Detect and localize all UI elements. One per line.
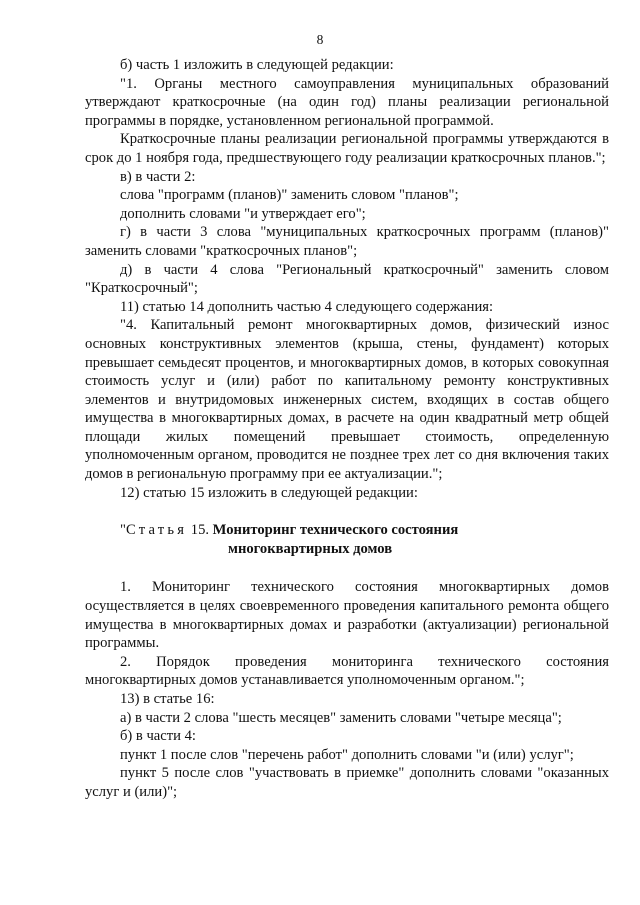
- paragraph-12-article15: 12) статью 15 изложить в следующей редакции:: [120, 484, 418, 501]
- article-word: Статья: [125, 522, 188, 539]
- paragraph-point1: пункт 1 после слов "перечень работ" дополнить словами "и (или) услуг";: [120, 746, 574, 763]
- paragraph-words-programs: слова "программ (планов)" заменить словом "планов";: [120, 187, 459, 204]
- paragraph-b-part4: б) в части 4:: [120, 728, 196, 745]
- paragraph-monitoring-1: 1. Мониторинг технического состояния многоквартирных домов осуществляется в целях своевременного проведения капитального ремонта общего имущества в многоквартирных домах и разработки (актуализации) региональной программы.: [85, 579, 609, 652]
- paragraph-b-part1: б) часть 1 изложить в следующей редакции:: [120, 57, 394, 73]
- page-number: 8: [316, 32, 324, 47]
- paragraph-quote-4-capital-repair: "4. Капитальный ремонт многоквартирных домов, физический износ основных конструктивных элементов (крыша, стены, фундамент) которых превышает семьдесят процентов, и многоквартирных домов, в которых совокупная стоимость услуг и (или) работ по капитальному ремонту конструктивных элементов и внутридомовых инженерных систем, входящих в состав общего имущества в многоквартирных домах, в расчете на один квадратный метр общей площади жилых помещений превышает стоимость, определенную уполномоченным органом, проводится не позднее трех лет со дня включения таких домов в региональную программу при ее актуализации.";: [85, 317, 609, 483]
- article-title-line2: многоквартирных домов: [228, 540, 393, 557]
- paragraph-13-article16: 13) в статье 16:: [120, 691, 215, 707]
- paragraph-add-words: дополнить словами "и утверждает его";: [120, 205, 366, 222]
- article-15-heading: [85, 521, 609, 558]
- paragraph-g-part3: г) в части 3 слова "муниципальных краткосрочных программ (планов)" заменить словами "краткосрочных планов";: [85, 224, 609, 259]
- paragraph-a-part2: а) в части 2 слова "шесть месяцев" заменить словами "четыре месяца";: [120, 709, 562, 726]
- article-title-line1: Мониторинг технического состояния: [212, 522, 459, 539]
- paragraph-v-part2: в) в части 2:: [120, 168, 196, 185]
- paragraph-monitoring-2: 2. Порядок проведения мониторинга технического состояния многоквартирных домов устанавливается уполномоченным органом.";: [85, 653, 609, 689]
- article-quote-mark: ": [120, 522, 126, 539]
- article-heading-line1: [120, 521, 609, 540]
- paragraph-11-article14: 11) статью 14 дополнить частью 4 следующего содержания:: [120, 298, 494, 315]
- paragraph-quote-1: "1. Органы местного самоуправления муниципальных образований утверждают краткосрочные (на один год) планы реализации региональной программы в порядке, установленном региональной программой.: [85, 75, 609, 129]
- paragraph-short-term-plans: Краткосрочные планы реализации региональной программы утверждаются в срок до 1 ноября года, предшествующего году реализации краткосрочных планов.";: [85, 131, 609, 166]
- paragraph-point5: пункт 5 после слов "участвовать в приемке" дополнить словами "оказанных услуг и (или)";: [85, 765, 609, 800]
- document-body: [85, 56, 609, 802]
- paragraph-d-part4: д) в части 4 слова "Региональный краткосрочный" заменить словом "Краткосрочный";: [85, 261, 609, 297]
- article-number: 15.: [187, 522, 213, 539]
